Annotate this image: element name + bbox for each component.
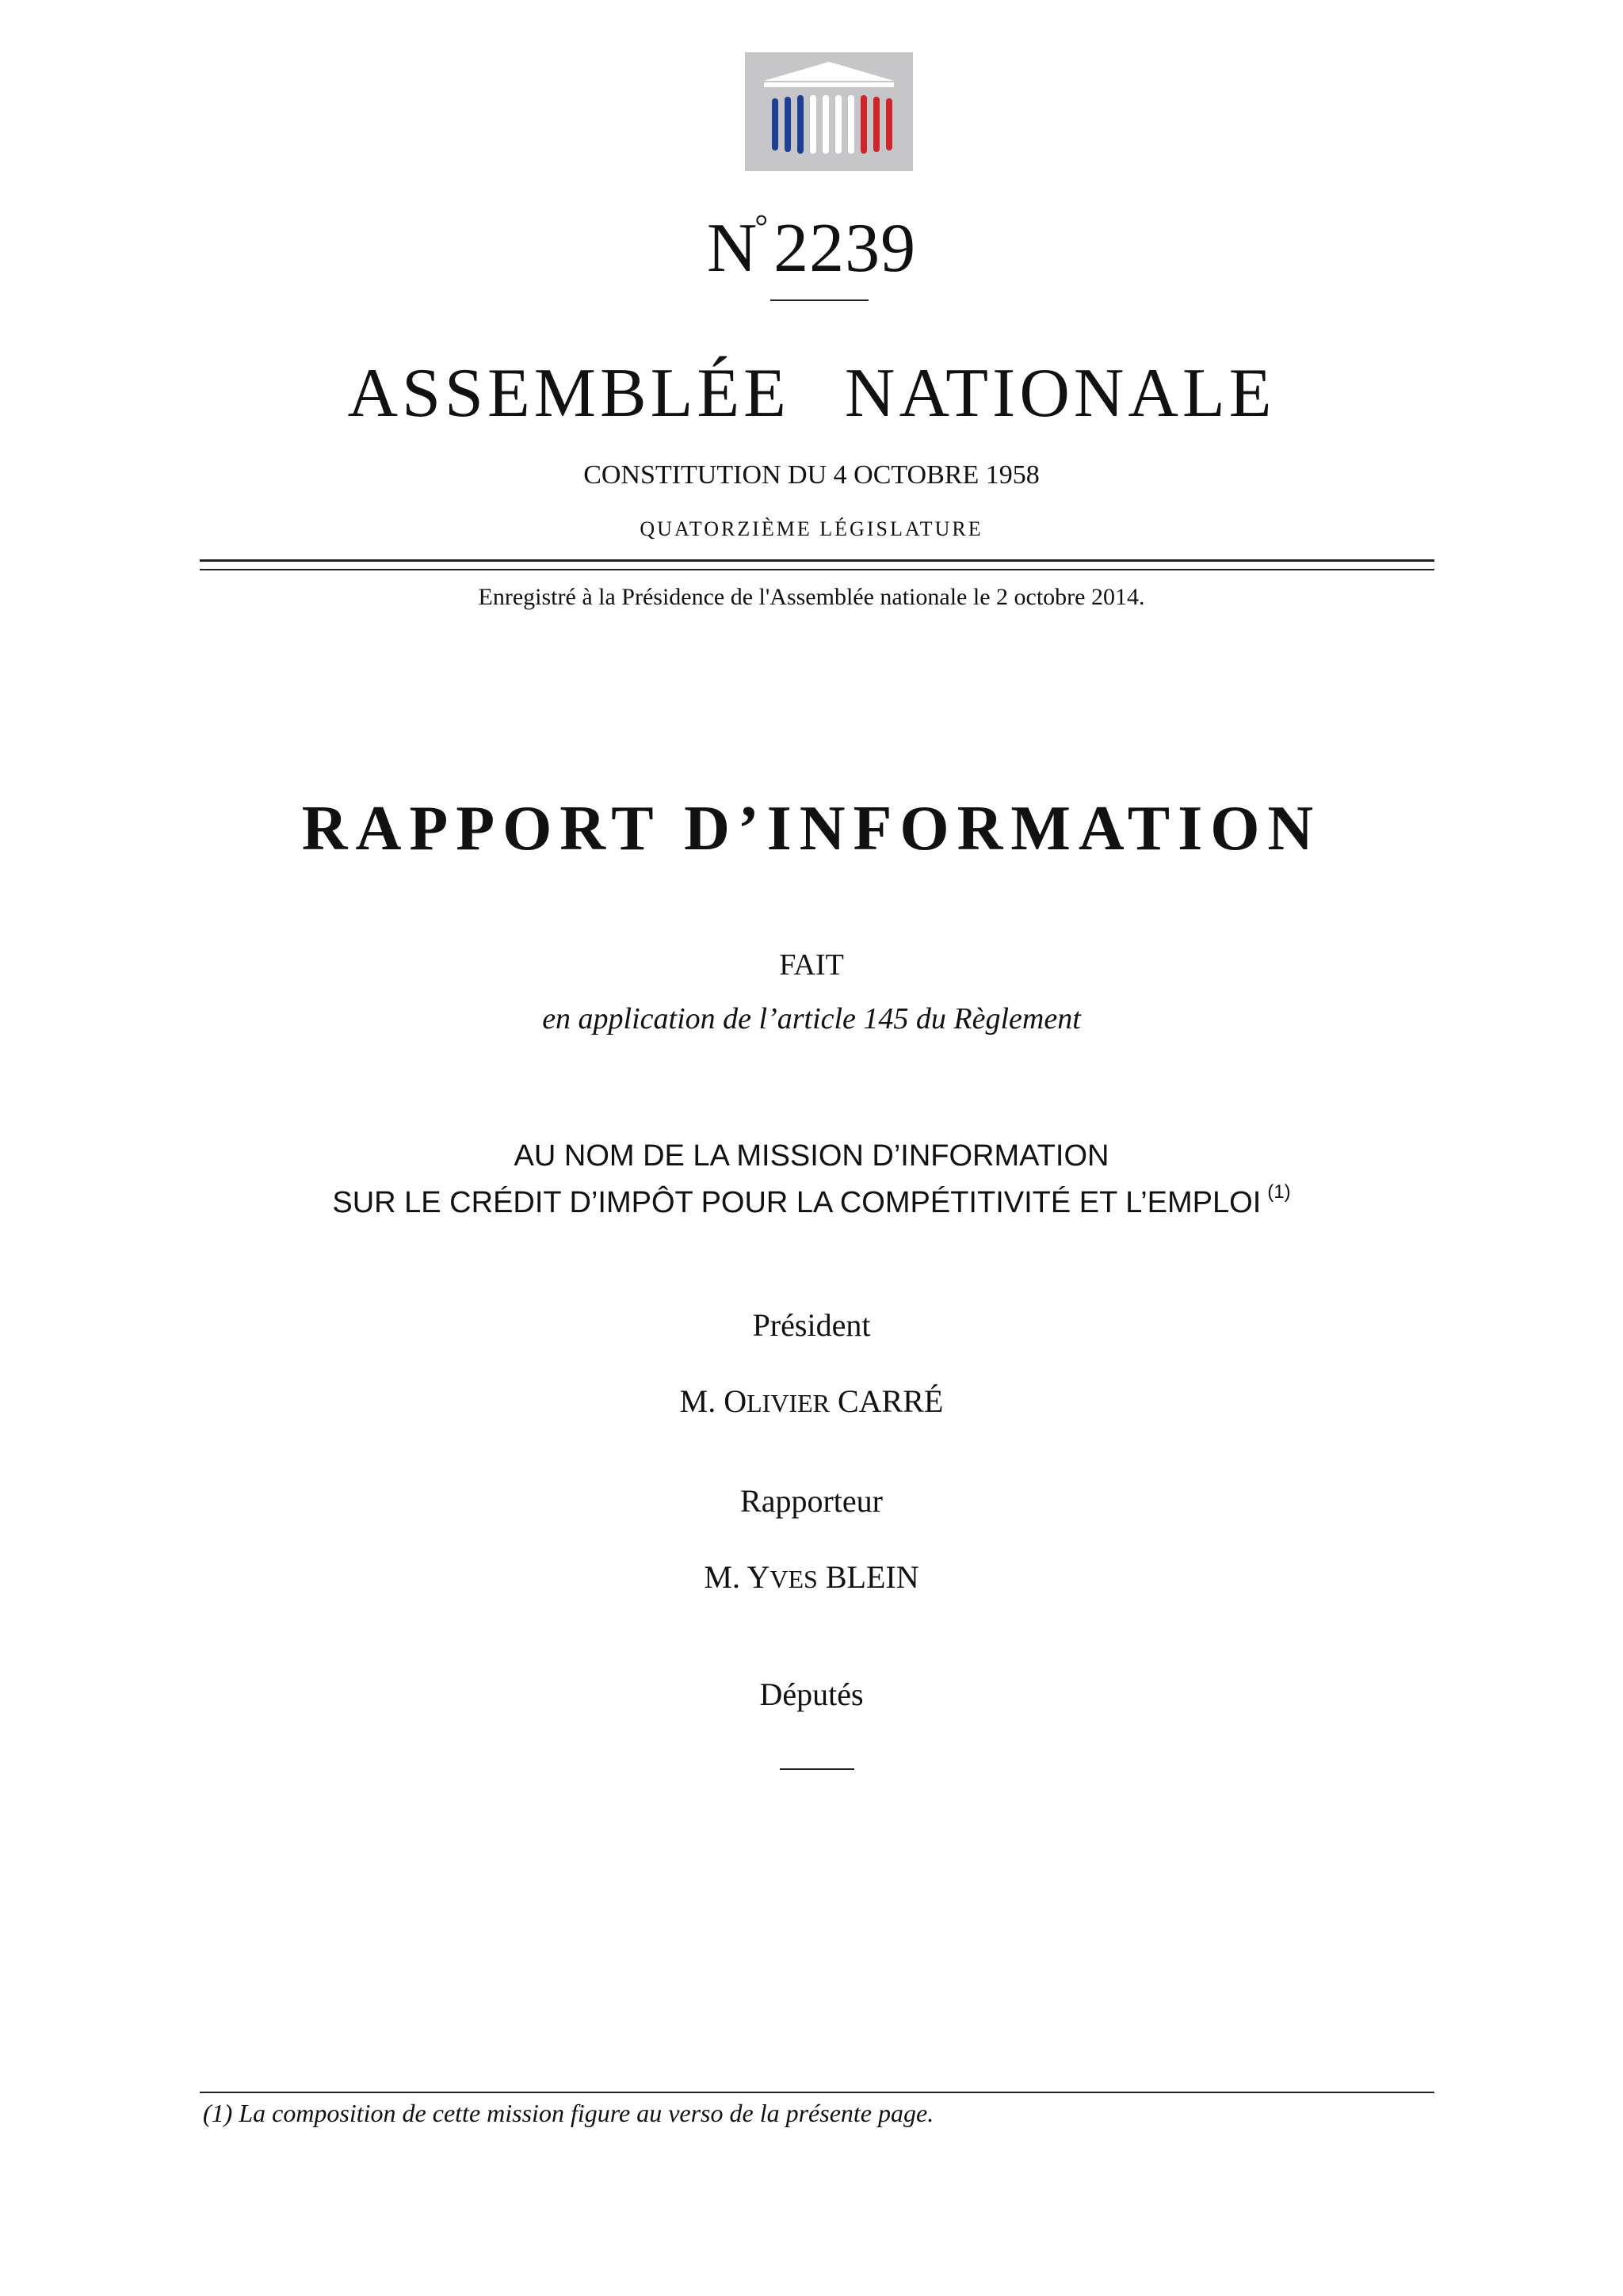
end-divider bbox=[780, 1768, 854, 1770]
number-value: 2239 bbox=[773, 210, 917, 287]
number-prefix: N bbox=[706, 210, 758, 287]
president-label: Président bbox=[752, 1307, 871, 1343]
footnote-text: (1) La composition de cette mission figure au verso de la présente page. bbox=[203, 2099, 934, 2127]
number-divider bbox=[770, 299, 869, 301]
mission-line-1: AU NOM DE LA MISSION D’INFORMATION bbox=[514, 1139, 1109, 1173]
header-rule-top bbox=[200, 559, 1434, 562]
mission-line-2-text: SUR LE CRÉDIT D’IMPÔT POUR LA COMPÉTITIVITÉ ET L’EMPLOI bbox=[332, 1186, 1262, 1219]
fait-label: FAIT bbox=[779, 948, 844, 982]
constitution-line: CONSTITUTION DU 4 OCTOBRE 1958 bbox=[583, 460, 1040, 490]
footnote-reference: (1) bbox=[1267, 1181, 1291, 1203]
footnote-rule bbox=[200, 2092, 1434, 2093]
rapporteur-label: Rapporteur bbox=[740, 1483, 883, 1519]
registration-line: Enregistré à la Présidence de l'Assemblée nationale le 2 octobre 2014. bbox=[478, 584, 1145, 610]
president-name: M. OLIVIER CARRÉ bbox=[679, 1383, 944, 1419]
number-degree: ° bbox=[754, 209, 769, 246]
assembly-title: ASSEMBLÉE NATIONALE bbox=[347, 355, 1276, 432]
application-line: en application de l’article 145 du Règlement bbox=[542, 1002, 1081, 1035]
rapporteur-name: M. YVES BLEIN bbox=[704, 1559, 919, 1595]
header-rule-bottom bbox=[200, 569, 1434, 570]
legislature-line: QUATORZIÈME LÉGISLATURE bbox=[640, 517, 983, 540]
hemicycle-icon bbox=[745, 52, 913, 171]
mission-line-2 bbox=[0, 1174, 1623, 1221]
report-title: RAPPORT D’INFORMATION bbox=[301, 794, 1322, 864]
deputes-label: Députés bbox=[759, 1676, 864, 1712]
assemblee-nationale-logo-icon bbox=[745, 52, 913, 171]
document-number bbox=[0, 184, 1623, 292]
